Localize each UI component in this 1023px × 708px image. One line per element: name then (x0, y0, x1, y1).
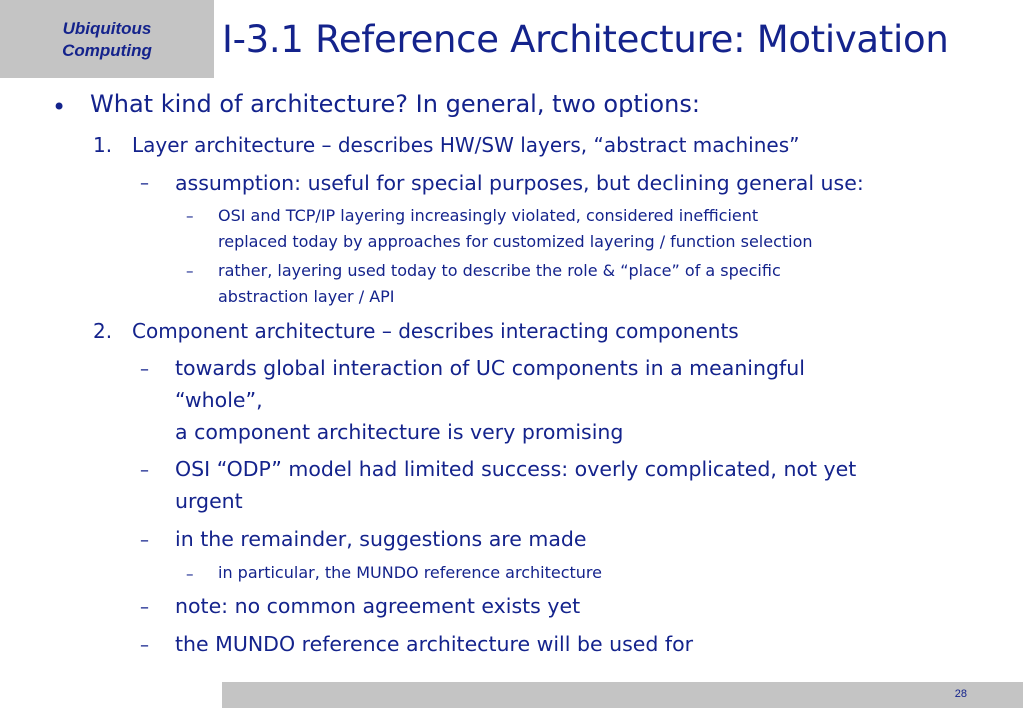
sub-item: the MUNDO reference architecture will be used for (175, 632, 694, 656)
logo-line-1: Ubiquitous (62, 19, 152, 38)
sub-sub-item: in particular, the MUNDO reference architecture (218, 563, 602, 582)
sub-item-cont: urgent (175, 489, 243, 513)
footer-bar (222, 682, 1023, 708)
sub-sub-item-cont: abstraction layer / API (218, 287, 395, 306)
dash-marker: – (140, 597, 149, 618)
dash-marker: – (140, 530, 149, 551)
sub-item: assumption: useful for special purposes, but declining general use: (175, 171, 864, 195)
sub-item: in the remainder, suggestions are made (175, 527, 587, 551)
bullet-level-0: What kind of architecture? In general, two options: (90, 90, 700, 118)
sub-item: OSI “ODP” model had limited success: overly complicated, not yet (175, 457, 857, 481)
bullet-marker: • (52, 93, 67, 121)
dash-marker: – (140, 359, 149, 380)
page-number: 28 (954, 688, 967, 700)
logo (0, 18, 214, 62)
sub-item: towards global interaction of UC components in a meaningful (175, 356, 805, 380)
dash-marker: – (186, 262, 194, 280)
sub-sub-item: rather, layering used today to describe the role & “place” of a specific (218, 261, 781, 280)
sub-item-cont: a component architecture is very promising (175, 420, 624, 444)
numbered-marker: 1. (93, 133, 113, 157)
sub-item-cont: “whole”, (175, 388, 263, 412)
dash-marker: – (140, 635, 149, 656)
numbered-item: Layer architecture – describes HW/SW layers, “abstract machines” (132, 133, 800, 157)
sub-item: note: no common agreement exists yet (175, 594, 581, 618)
dash-marker: – (140, 173, 149, 194)
dash-marker: – (186, 207, 194, 225)
logo-line-2: Computing (62, 41, 152, 60)
dash-marker: – (186, 565, 194, 583)
logo-box (0, 0, 214, 78)
sub-sub-item-cont: replaced today by approaches for customized layering / function selection (218, 232, 813, 251)
dash-marker: – (140, 460, 149, 481)
slide-title: I-3.1 Reference Architecture: Motivation (222, 18, 949, 61)
sub-sub-item: OSI and TCP/IP layering increasingly violated, considered inefficient (218, 206, 759, 225)
numbered-item: Component architecture – describes interacting components (132, 319, 739, 343)
numbered-marker: 2. (93, 319, 113, 343)
